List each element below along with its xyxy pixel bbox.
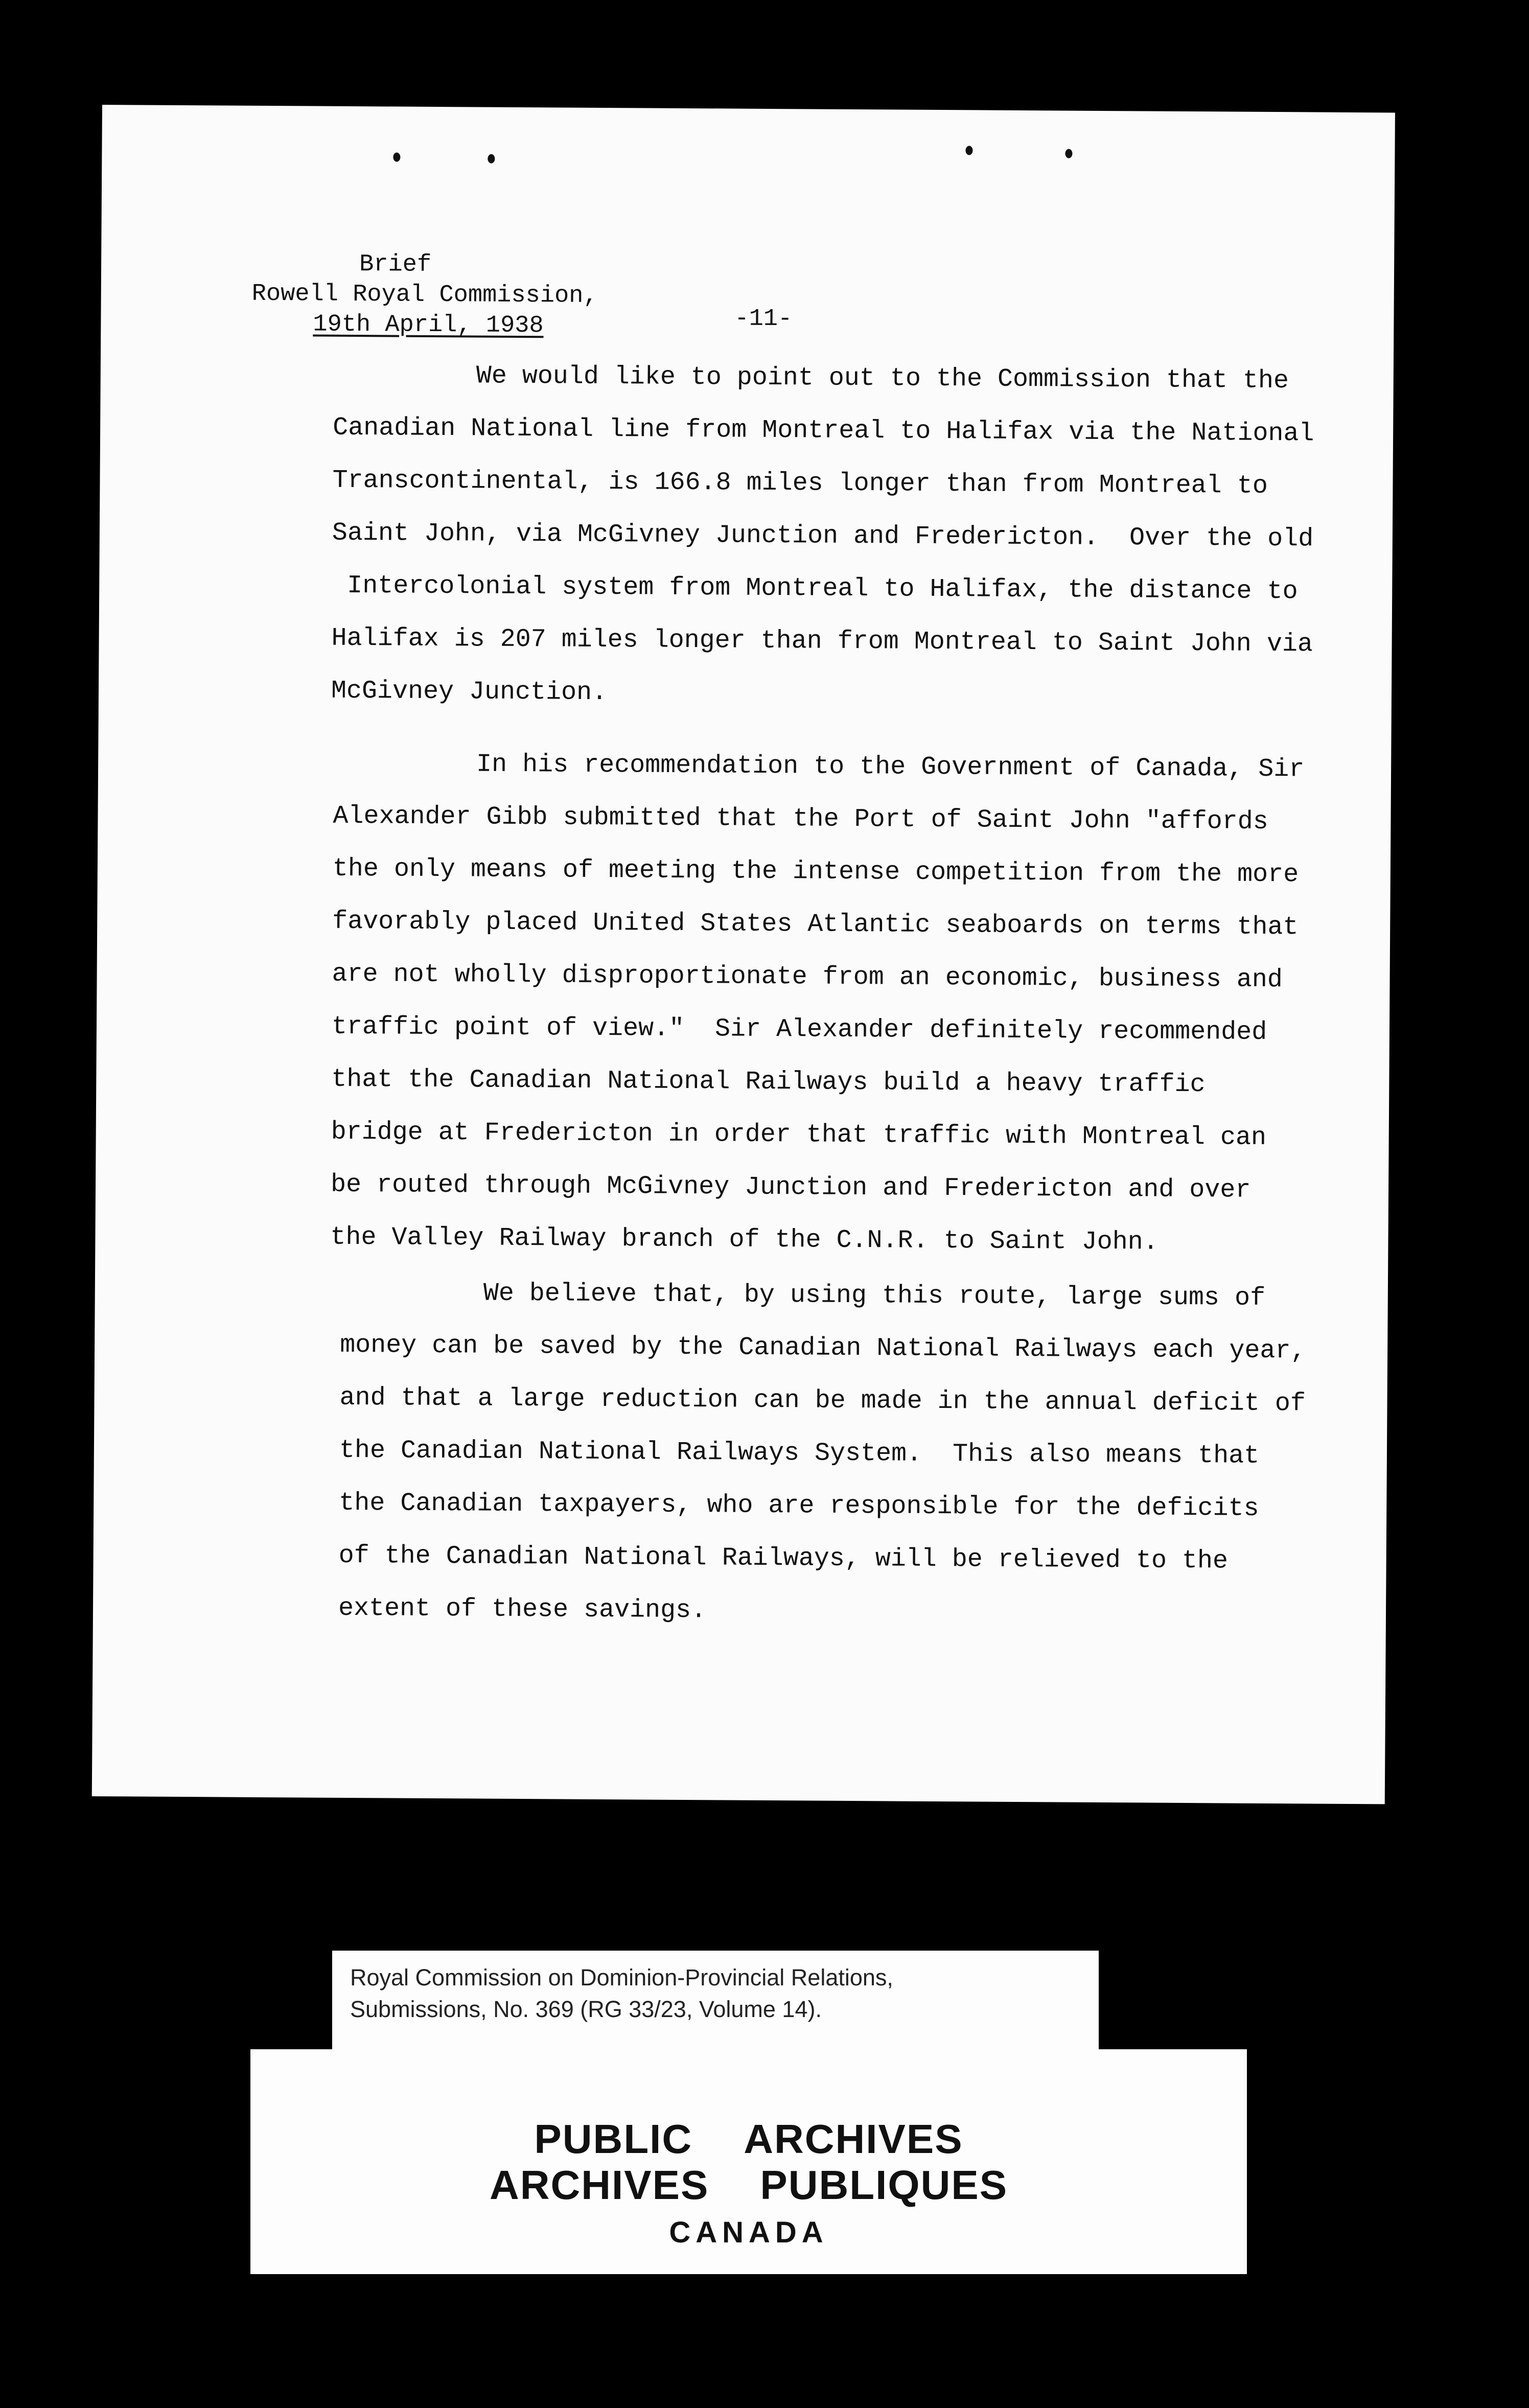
paragraph-line: are not wholly disproportionate from an economic, business and — [332, 959, 1283, 995]
paragraph-1 — [331, 349, 1315, 724]
stamp-line-1 — [250, 2116, 1247, 2163]
typed-document-page — [92, 105, 1395, 1804]
stamp-word: ARCHIVES — [744, 2116, 963, 2162]
page-number: -11- — [734, 305, 793, 333]
paragraph-line: extent of these savings. — [338, 1593, 707, 1626]
paragraph-line: Canadian National line from Montreal to Halifax via the National — [332, 413, 1314, 449]
paragraph-line: We believe that, by using this route, large sums of — [483, 1279, 1266, 1313]
paragraph-line: Alexander Gibb submitted that the Port of Saint John "affords — [333, 801, 1268, 837]
document-header — [251, 249, 598, 400]
stamp-word: PUBLIQUES — [760, 2162, 1008, 2208]
paragraph-line: the Canadian National Railways System. This also means that — [339, 1435, 1260, 1471]
paragraph-line: bridge at Fredericton in order that traffic with Montreal can — [331, 1117, 1267, 1152]
paragraph-line: and that a large reduction can be made in the annual deficit of — [339, 1383, 1306, 1419]
paragraph-line: be routed through McGivney Junction and Fredericton and over — [330, 1170, 1251, 1205]
paragraph-line: the only means of meeting the intense competition from the more — [332, 854, 1299, 890]
paragraph-line: We would like to point out to the Commission that the — [476, 361, 1289, 396]
paragraph-line: McGivney Junction. — [331, 676, 608, 708]
paragraph-line: Intercolonial system from Montreal to Halifax, the distance to — [332, 571, 1298, 607]
binder-hole-mark — [488, 154, 495, 164]
header-commission: Rowell Royal Commission, — [251, 280, 598, 310]
paragraph-line: traffic point of view." Sir Alexander definitely recommended — [331, 1012, 1267, 1047]
paragraph-line: the Valley Railway branch of the C.N.R. to Saint John. — [330, 1222, 1159, 1257]
archive-label-line: Royal Commission on Dominion-Provincial Relations, — [350, 1964, 893, 1990]
stamp-word: PUBLIC — [534, 2116, 693, 2162]
paragraph-line: that the Canadian National Railways build a heavy traffic — [331, 1064, 1206, 1100]
stamp-country: CANADA — [669, 2216, 828, 2249]
paragraph-3 — [338, 1266, 1307, 1641]
paragraph-line: of the Canadian National Railways, will be relieved to the — [338, 1541, 1229, 1576]
paragraph-line: Transcontinental, is 166.8 miles longer than from Montreal to — [332, 466, 1268, 501]
header-brief: Brief — [359, 251, 432, 279]
paragraph-line: Halifax is 207 miles longer than from Montreal to Saint John via — [331, 623, 1313, 659]
archive-label-line: Submissions, No. 369 (RG 33/23, Volume 14). — [350, 1996, 822, 2022]
binder-hole-mark — [965, 146, 972, 155]
paragraph-line: In his recommendation to the Government of Canada, Sir — [476, 750, 1305, 784]
stamp-word: ARCHIVES — [489, 2162, 709, 2208]
binder-hole-mark — [1065, 149, 1072, 158]
paragraph-line: the Canadian taxpayers, who are responsible for the deficits — [339, 1488, 1259, 1523]
paragraph-2 — [330, 737, 1305, 1270]
paragraph-line: favorably placed United States Atlantic seaboards on terms that — [332, 907, 1299, 942]
paragraph-line: Saint John, via McGivney Junction and Fredericton. Over the old — [332, 518, 1314, 554]
stamp-line-2 — [250, 2162, 1247, 2209]
paragraph-line: money can be saved by the Canadian National Railways each year, — [340, 1330, 1306, 1366]
archive-reference-label — [332, 1951, 1099, 2053]
header-date: 19th April, 1938 — [313, 311, 544, 340]
binder-hole-mark — [393, 152, 400, 161]
public-archives-stamp — [250, 2049, 1247, 2274]
